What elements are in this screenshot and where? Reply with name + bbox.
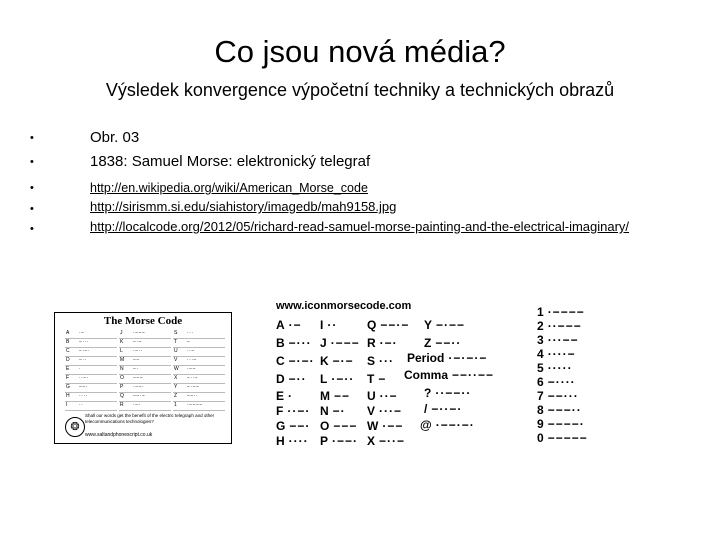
morse-chart-code: ·−−−	[133, 330, 146, 336]
morse-chart-char: D	[66, 357, 70, 363]
morse-char: G	[276, 419, 286, 433]
morse-chart-code: ···−	[187, 357, 197, 363]
morse-code: ·−−·	[332, 434, 359, 448]
morse-entry	[404, 368, 494, 382]
morse-chart-code: −···	[79, 339, 89, 345]
morse-entry	[537, 389, 579, 403]
morse-chart-char: X	[174, 375, 178, 381]
morse-entry	[537, 417, 585, 431]
morse-code: ·	[288, 389, 294, 403]
morse-chart-char: N	[120, 366, 124, 372]
morse-entry	[407, 351, 487, 365]
morse-chart-char: Z	[174, 393, 178, 399]
morse-entry	[276, 389, 293, 403]
morse-code: ··−−−	[547, 319, 582, 333]
morse-code: −·	[332, 404, 346, 418]
morse-code: ··−·	[287, 404, 311, 418]
morse-entry	[424, 386, 471, 400]
morse-chart-code: −−·	[79, 384, 89, 390]
morse-chart-code: −	[187, 339, 191, 345]
morse-entry	[276, 336, 312, 350]
link-sirismm[interactable]: http://sirismm.si.edu/siahistory/imagedb/mah9158.jpg	[90, 199, 397, 214]
morse-char: V	[367, 404, 376, 418]
morse-char: 3	[537, 333, 544, 347]
morse-code: −−−	[333, 419, 358, 433]
morse-code: −−−−·	[547, 417, 585, 431]
morse-entry	[320, 354, 354, 368]
morse-chart-url: www.saltandphonescript.co.uk	[85, 432, 153, 438]
morse-char: W	[367, 419, 379, 433]
morse-chart-char: T	[174, 339, 178, 345]
link-wikipedia[interactable]: http://en.wikipedia.org/wiki/American_Morse_code	[90, 181, 368, 195]
morse-char: S	[367, 354, 376, 368]
morse-entry	[276, 404, 310, 418]
morse-code: ····	[288, 434, 309, 448]
morse-code: −	[378, 372, 387, 386]
morse-entry	[276, 434, 309, 448]
morse-code: ·−	[288, 318, 302, 332]
morse-entry	[537, 305, 585, 319]
morse-char: B	[276, 336, 285, 350]
morse-code: ·−·	[379, 336, 398, 350]
morse-chart-char: U	[174, 348, 178, 354]
morse-char: 5	[537, 361, 544, 375]
morse-entry	[276, 354, 315, 368]
morse-chart-char: J	[120, 330, 123, 336]
morse-chart-char: M	[120, 357, 125, 363]
morse-code: −····	[547, 375, 576, 389]
morse-code: −··−	[379, 434, 406, 448]
morse-chart-code: −·−·	[79, 348, 91, 354]
morse-char: 4	[537, 347, 544, 361]
morse-chart-title: The Morse Code	[103, 315, 183, 327]
morse-code: ·−·−·−	[448, 351, 488, 365]
morse-chart-code: ··	[79, 402, 84, 408]
morse-char: F	[276, 404, 284, 418]
morse-entry	[424, 318, 465, 332]
morse-chart-char: I	[66, 402, 68, 408]
morse-chart-code: −··−	[187, 375, 199, 381]
morse-chart-code: ··−	[187, 348, 195, 354]
bullet-dot: •	[30, 156, 34, 168]
morse-chart-char: Q	[120, 393, 124, 399]
morse-entry	[276, 372, 307, 386]
morse-chart-char: V	[174, 357, 178, 363]
morse-char: X	[367, 434, 376, 448]
morse-char: A	[276, 318, 285, 332]
morse-chart-code: ·−−−−	[187, 402, 203, 408]
morse-code: ··	[327, 318, 338, 332]
morse-char: Y	[424, 318, 433, 332]
morse-chart-code: −−−	[133, 375, 144, 381]
morse-char: R	[367, 336, 376, 350]
morse-char: K	[320, 354, 329, 368]
morse-chart-char: L	[120, 348, 123, 354]
morse-chart-char: O	[120, 375, 124, 381]
morse-code: ···−−	[547, 333, 579, 347]
morse-code: ····−	[547, 347, 576, 361]
morse-code: −·−	[332, 354, 354, 368]
morse-code: −−	[334, 389, 351, 403]
morse-char: E	[276, 389, 285, 403]
morse-char: @	[420, 418, 432, 432]
morse-char: 0	[537, 431, 544, 445]
morse-chart-cell	[173, 401, 225, 411]
morse-code: ··−	[379, 389, 398, 403]
morse-chart-char: Y	[174, 384, 178, 390]
morse-chart-code: ·	[79, 366, 82, 372]
morse-chart-code: −−··	[187, 393, 199, 399]
morse-chart-char: W	[174, 366, 179, 372]
morse-char: Period	[407, 351, 445, 365]
bullet-dot: •	[30, 132, 34, 144]
morse-entry	[320, 372, 354, 386]
morse-code: −·−·	[288, 354, 315, 368]
morse-char: L	[320, 372, 328, 386]
morse-chart-code: ··−·	[79, 375, 89, 381]
iconmorse-url: www.iconmorsecode.com	[276, 300, 412, 312]
morse-char: H	[276, 434, 285, 448]
morse-code: ···−	[379, 404, 403, 418]
morse-entry	[367, 434, 405, 448]
morse-char: I	[320, 318, 324, 332]
slide-title: Co jsou nová média?	[214, 34, 506, 69]
morse-chart-char: E	[66, 366, 70, 372]
morse-code: −···	[288, 336, 312, 350]
morse-chart-char: 1	[174, 402, 177, 408]
morse-code: ·−−	[382, 419, 404, 433]
bullet-item	[30, 126, 690, 150]
morse-chart-char: A	[66, 330, 70, 336]
morse-code: −·−−	[436, 318, 466, 332]
morse-char: 8	[537, 403, 544, 417]
morse-entry	[367, 354, 394, 368]
morse-chart-code: −·	[133, 366, 139, 372]
morse-entry	[537, 403, 582, 417]
morse-char: D	[276, 372, 285, 386]
morse-entry	[367, 336, 398, 350]
morse-code: −−··	[435, 336, 462, 350]
morse-code: ·····	[547, 361, 573, 375]
morse-entry	[276, 318, 302, 332]
morse-code: ···	[379, 354, 395, 368]
morse-chart-code: ·−	[79, 330, 85, 336]
bullet-item	[30, 198, 690, 216]
morse-code: ·−−·−·	[435, 418, 475, 432]
morse-code: −−−··	[547, 403, 582, 417]
bullet-text-morse: 1838: Samuel Morse: elektronický telegraf	[90, 153, 371, 170]
morse-entry	[320, 336, 360, 350]
morse-chart-code: ·−··	[133, 348, 143, 354]
morse-code: −−·−	[380, 318, 410, 332]
morse-chart-char: P	[120, 384, 124, 390]
morse-entry	[320, 389, 350, 403]
morse-char: U	[367, 389, 376, 403]
morse-chart-code: ·−·	[133, 402, 141, 408]
morse-entry	[367, 404, 402, 418]
morse-char: N	[320, 404, 329, 418]
morse-chart-code: −−	[133, 357, 140, 363]
morse-char: J	[320, 336, 327, 350]
bullet-item	[30, 218, 690, 236]
morse-char: Z	[424, 336, 432, 350]
morse-chart-char: C	[66, 348, 70, 354]
morse-chart-grid	[65, 329, 225, 409]
morse-chart-code: ·−−	[187, 366, 197, 372]
morse-code: ·−··	[331, 372, 355, 386]
globe-icon: ❂	[65, 417, 85, 437]
morse-entry	[537, 347, 576, 361]
morse-entry	[320, 318, 337, 332]
bullet-list	[30, 126, 690, 236]
morse-entry	[537, 333, 579, 347]
morse-chart-char: S	[174, 330, 178, 336]
morse-code: −−−−−	[547, 431, 588, 445]
bullet-item	[30, 150, 690, 174]
morse-code: ··−−··	[435, 386, 472, 400]
morse-chart-char: B	[66, 339, 70, 345]
morse-chart-code: −·−	[133, 339, 143, 345]
bullet-dot: •	[30, 223, 34, 235]
morse-char: Q	[367, 318, 377, 332]
morse-entry	[537, 375, 576, 389]
morse-entry	[367, 372, 386, 386]
morse-char: M	[320, 389, 330, 403]
bullet-dot: •	[30, 203, 34, 215]
morse-entry	[367, 419, 403, 433]
morse-char: ?	[424, 386, 432, 400]
link-localcode[interactable]: http://localcode.org/2012/05/richard-read-samuel-morse-painting-and-the-electrical-imaginary/	[90, 219, 630, 234]
morse-chart-char: H	[66, 393, 70, 399]
morse-code: −−··−−	[452, 368, 495, 382]
morse-char: O	[320, 419, 330, 433]
morse-entry	[320, 419, 357, 433]
morse-entry	[420, 418, 475, 432]
morse-char: /	[424, 402, 428, 416]
morse-code: −−·	[289, 419, 311, 433]
morse-char: C	[276, 354, 285, 368]
morse-char: T	[367, 372, 375, 386]
morse-entry	[320, 404, 346, 418]
morse-chart-cell	[119, 401, 171, 411]
morse-code: −··	[288, 372, 307, 386]
morse-chart-code: −·−−	[187, 384, 200, 390]
morse-chart-code: ····	[79, 393, 88, 399]
bullet-dot: •	[30, 182, 34, 194]
morse-entry	[537, 319, 582, 333]
morse-chart-code: −··	[79, 357, 87, 363]
morse-char: 7	[537, 389, 544, 403]
morse-chart-char: K	[120, 339, 124, 345]
morse-char: P	[320, 434, 329, 448]
morse-entry	[424, 336, 461, 350]
morse-chart-char: R	[120, 402, 124, 408]
morse-char: 1	[537, 305, 544, 319]
morse-entry	[367, 318, 409, 332]
morse-entry	[367, 389, 398, 403]
morse-chart-char: F	[66, 375, 70, 381]
morse-char: 2	[537, 319, 544, 333]
morse-char: 9	[537, 417, 544, 431]
morse-char: Comma	[404, 368, 449, 382]
morse-char: 6	[537, 375, 544, 389]
morse-code: ·−−−	[330, 336, 360, 350]
morse-chart-code: ·−−·	[133, 384, 145, 390]
morse-chart-code: ···	[187, 330, 194, 336]
bullet-item	[30, 178, 690, 198]
morse-entry	[537, 361, 573, 375]
morse-entry	[276, 419, 310, 433]
morse-code: −−···	[547, 389, 579, 403]
morse-entry	[537, 431, 588, 445]
morse-code: −··−·	[431, 402, 463, 416]
morse-chart-cell	[65, 401, 117, 411]
morse-chart-char: G	[66, 384, 70, 390]
bullet-text-figure: Obr. 03	[90, 129, 140, 146]
morse-entry	[320, 434, 358, 448]
morse-code: ·−−−−	[547, 305, 585, 319]
morse-entry	[424, 402, 462, 416]
morse-chart-footer: Shall our words get the benefit of the electric telegraph and other telecommunications technologies?	[85, 413, 215, 424]
slide-subtitle: Výsledek konvergence výpočetní techniky a technických obrazů	[105, 80, 615, 100]
morse-chart-image	[54, 312, 232, 444]
morse-chart-code: −−·−	[133, 393, 146, 399]
